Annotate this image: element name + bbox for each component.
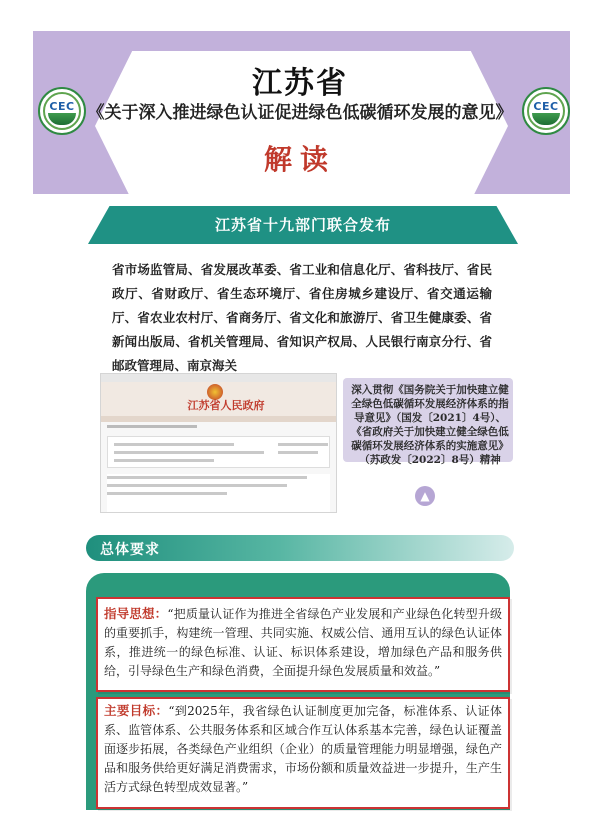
logo-text: CEC bbox=[533, 100, 559, 113]
site-name: 江苏省人民政府 bbox=[187, 399, 265, 412]
government-site-screenshot bbox=[100, 373, 337, 513]
release-ribbon-text: 江苏省十九部门联合发布 bbox=[214, 216, 391, 234]
province-title: 江苏省 bbox=[252, 66, 348, 101]
guiding-ideology-text: “把质量认证作为推进全省绿色产业发展和产业绿色化转型升级的重要抓手，构建统一管理、共同实施、权威公信、通用互认的绿色认证体系，推进统一的绿色标准、认证、标识体系建设，增加绿色产品和服务供给，引导绿色生产和绿色消费，全面提升绿色发展质量和效益。” bbox=[104, 607, 502, 678]
guiding-ideology-label: 指导思想： bbox=[104, 606, 168, 621]
policy-basis-text: 深入贯彻《国务院关于加快建立健全绿色低碳循环发展经济体系的指导意见》（国发〔2021〕4号）、《省政府关于加快建立健全绿色低碳循环发展经济体系的实施意见》（苏政发〔2022〕8号）精神 bbox=[351, 384, 509, 466]
logo-text: CEC bbox=[49, 100, 75, 113]
interpretation-title: 解读 bbox=[263, 143, 336, 176]
section-title: 总体要求 bbox=[100, 542, 160, 558]
main-goal-text: “到2025年，我省绿色认证制度更加完备，标准体系、认证体系、监管体系、公共服务体系和区域合作互认体系基本完善，绿色认证覆盖面逐步拓展，各类绿色产业组织（企业）的质量管理能力明显增强，绿色产品和服务供给更好满足消费需求，市场份额和质量效益进一步提升，生产生活方式绿色转型成效显著。” bbox=[104, 704, 502, 794]
main-goal-label: 主要目标： bbox=[104, 703, 169, 718]
main-goal-card bbox=[96, 697, 510, 809]
guiding-ideology-card bbox=[96, 597, 510, 692]
department-list: 省市场监管局、省发展改革委、省工业和信息化厅、省科技厅、省民政厅、省财政厅、省生态环境厅、省住房城乡建设厅、省交通运输厅、省农业农村厅、省商务厅、省文化和旅游厅、省卫生健康委、省新闻出版局、省机关管理局、省知识产权局、人民银行南京分行、省邮政管理局、南京海关 bbox=[112, 262, 492, 373]
document-title: 《关于深入推进绿色认证促进绿色低碳循环发展的意见》 bbox=[87, 103, 513, 123]
arrow-up-icon[interactable]: ▲ bbox=[415, 486, 435, 506]
